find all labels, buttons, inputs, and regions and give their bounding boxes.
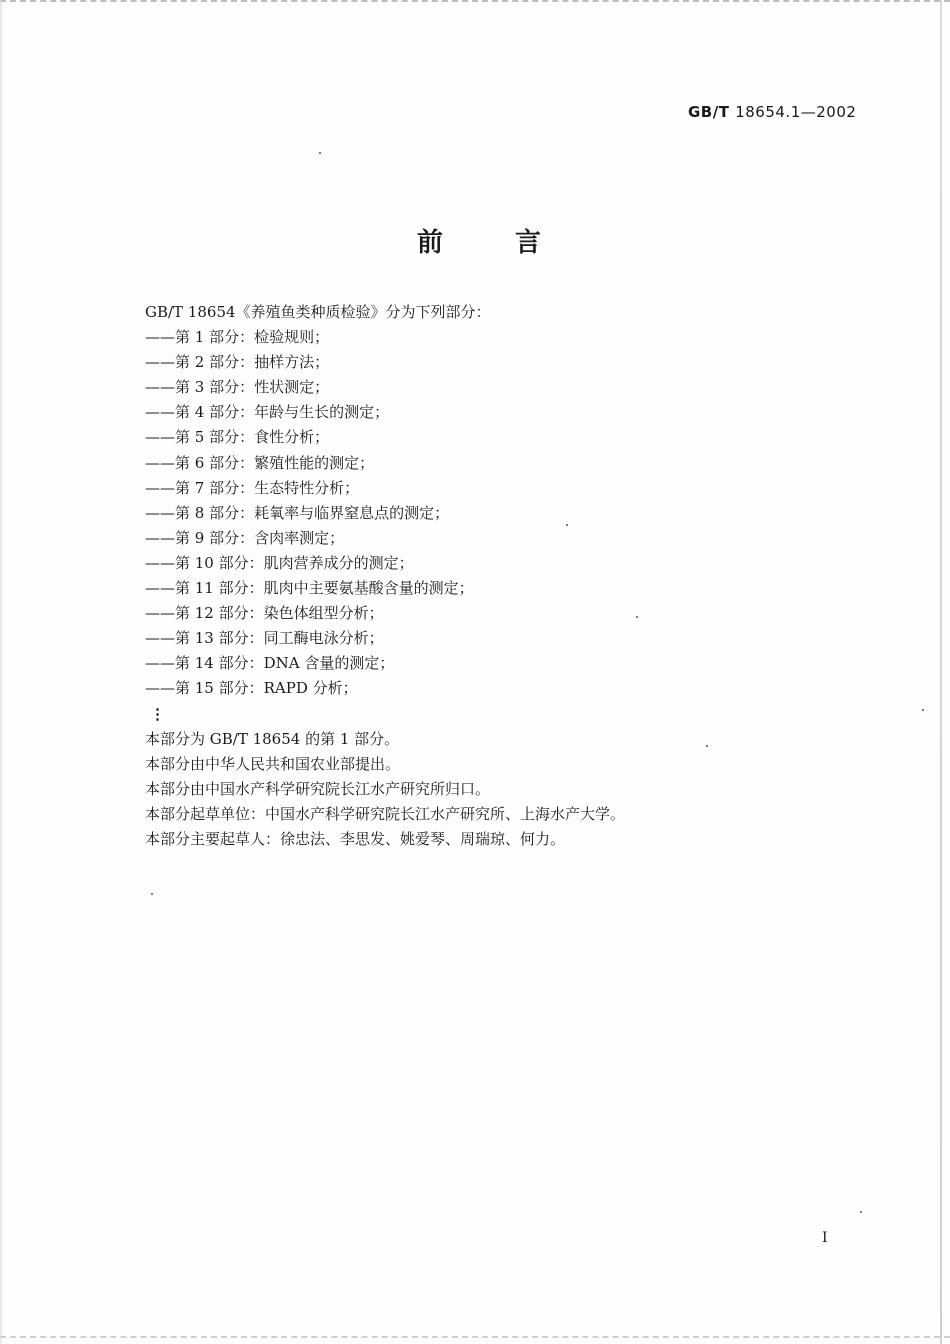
scan-speck [566,524,568,526]
scan-edge-left [0,0,2,1344]
list-item: ——第 9 部分：含肉率测定； [145,528,345,547]
list-item: ——第 8 部分：耗氧率与临界窒息点的测定； [145,503,450,522]
vertical-ellipsis: ⋮ [150,704,165,723]
standard-prefix: GB/T [688,103,730,121]
preface-body [145,300,845,852]
page-number: I [822,1230,828,1246]
list-item: ——第 3 部分：性状测定； [145,378,330,397]
scan-speck [319,152,321,154]
list-item: ——第 6 部分：繁殖性能的测定； [145,453,375,472]
list-item: ——第 5 部分：食性分析； [145,428,330,447]
list-item: ——第 13 部分：同工酶电泳分析； [145,629,384,648]
scan-edge-bottom [0,1336,950,1341]
list-item: ——第 15 部分：RAPD 分析； [145,679,358,698]
list-item: ——第 2 部分：抽样方法； [145,353,330,372]
note-line: 本部分主要起草人：徐忠法、李思发、姚爱琴、周瑞琼、何力。 [145,829,566,848]
list-item: ——第 7 部分：生态特性分析； [145,478,360,497]
scan-edge-top [0,0,950,5]
intro-line: GB/T 18654《养殖鱼类种质检验》分为下列部分： [145,303,491,321]
list-item: ——第 1 部分：检验规则； [145,328,330,347]
list-item: ——第 4 部分：年龄与生长的测定； [145,403,390,422]
note-line: 本部分由中国水产科学研究院长江水产研究所归口。 [145,779,491,798]
page-title: 前言 [417,228,614,258]
scan-speck [706,745,708,747]
note-line: 本部分起草单位：中国水产科学研究院长江水产研究所、上海水产大学。 [145,804,626,823]
scan-speck [636,616,638,618]
scan-speck [922,709,924,711]
note-line: 本部分为 GB/T 18654 的第 1 部分。 [145,729,400,748]
scan-edge-right [940,0,942,1344]
list-item: ——第 10 部分：肌肉营养成分的测定； [145,553,414,572]
list-item: ——第 14 部分：DNA 含量的测定； [145,654,395,673]
standard-code: 18654.1—2002 [735,103,857,121]
scan-speck [860,1211,862,1213]
note-line: 本部分由中华人民共和国农业部提出。 [145,754,401,773]
scan-speck [151,893,153,895]
list-item: ——第 12 部分：染色体组型分析； [145,604,384,623]
standard-number [688,103,856,121]
list-item: ——第 11 部分：肌肉中主要氨基酸含量的测定； [145,579,474,598]
